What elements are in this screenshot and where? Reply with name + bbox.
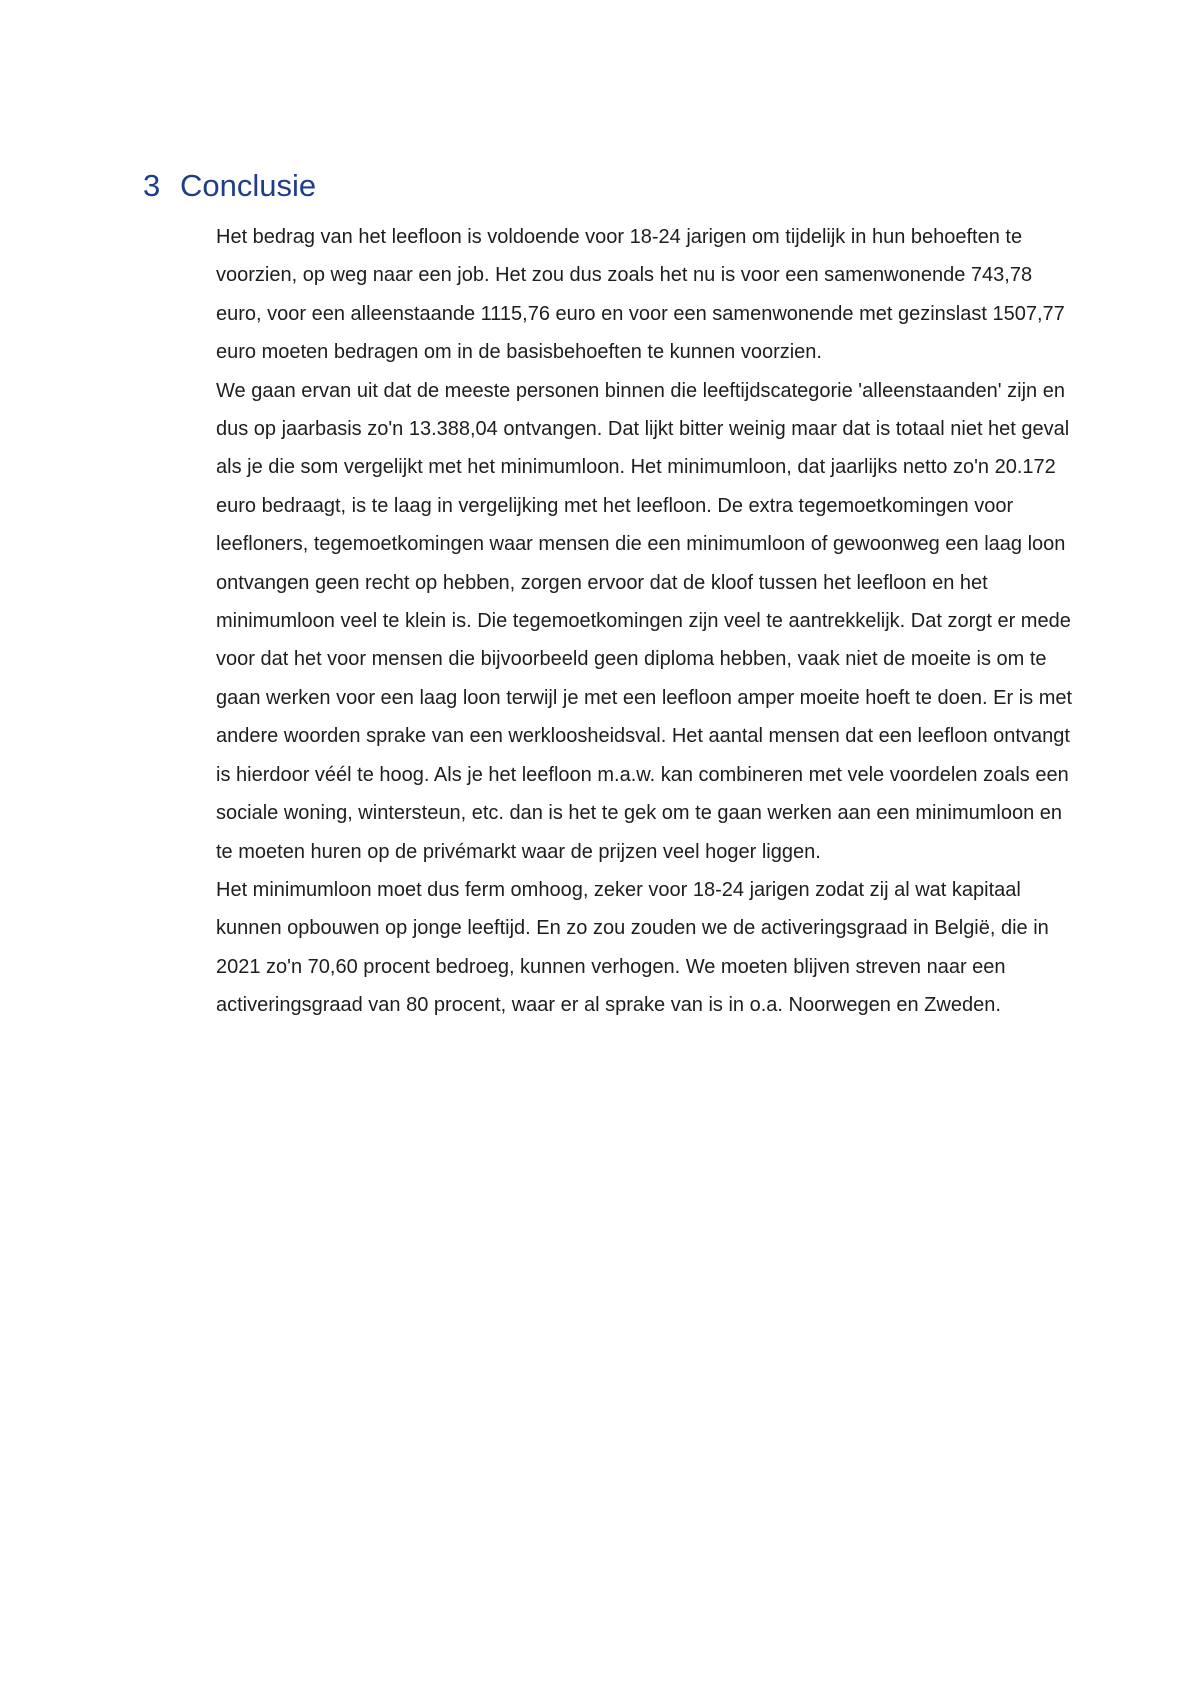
section-body: [216, 218, 1076, 1025]
paragraph: Het minimumloon moet dus ferm omhoog, zeker voor 18-24 jarigen zodat zij al wat kapitaal kunnen opbouwen op jonge leeftijd. En zo zou zouden we de activeringsgraad in België, die in 2021 zo'n 70,60 procent bedroeg, kunnen verhogen. We moeten blijven streven naar een activeringsgraad van 80 procent, waar er al sprake van is in o.a. Noorwegen en Zweden.: [216, 878, 1049, 1017]
section-number: 3: [143, 168, 161, 203]
paragraph: Het bedrag van het leefloon is voldoende voor 18-24 jarigen om tijdelijk in hun behoeften te voorzien, op weg naar een job. Het zou dus zoals het nu is voor een samenwonende 743,78 euro, voor een alleenstaande 1115,76 euro en voor een samenwonende met gezinslast 1507,77 euro moeten bedragen om in de basisbehoeften te kunnen voorzien.: [216, 226, 1065, 364]
section-heading: [143, 166, 316, 206]
section-title: Conclusie: [180, 168, 317, 203]
paragraph: We gaan ervan uit dat de meeste personen binnen die leeftijdscategorie 'alleenstaanden' zijn en dus op jaarbasis zo'n 13.388,04 ontvangen. Dat lijkt bitter weinig maar dat is totaal niet het geval als je die som vergelijkt met het minimumloon. Het minimumloon, dat jaarlijks netto zo'n 20.172 euro bedraagt, is te laag in vergelijking met het leefloon. De extra tegemoetkomingen voor leefloners, tegemoetkomingen waar mensen die een minimumloon of gewoonweg een laag loon ontvangen geen recht op hebben, zorgen ervoor dat de kloof tussen het leefloon en het minimumloon veel te klein is. Die tegemoetkomingen zijn veel te aantrekkelijk. Dat zorgt er mede voor dat het voor mensen die bijvoorbeeld geen diploma hebben, vaak niet de moeite is om te gaan werken voor een laag loon terwijl je met een leefloon amper moeite hoeft te doen. Er is met andere woorden sprake van een werkloosheidsval. Het aantal mensen dat een leefloon ontvangt is hierdoor véél te hoog. Als je het leefloon m.a.w. kan combineren met vele voordelen zoals een sociale woning, wintersteun, etc. dan is het te gek om te gaan werken aan een minimumloon en te moeten huren op de privémarkt waar de prijzen veel hoger liggen.: [216, 379, 1073, 863]
